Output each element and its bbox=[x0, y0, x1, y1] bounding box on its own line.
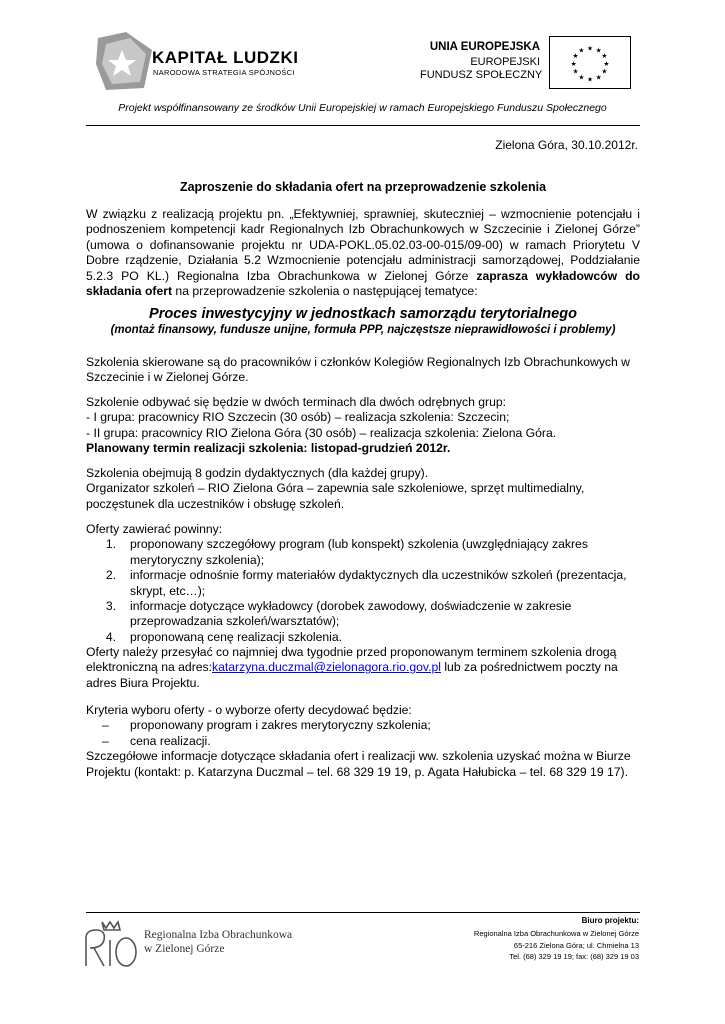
offer-item-text: proponowaną cenę realizacji szkolenia. bbox=[130, 629, 343, 644]
svg-text:★: ★ bbox=[570, 59, 577, 68]
audience-paragraph: Szkolenia skierowane są do pracowników i członków Kolegiów Regionalnych Izb Obrachunkowych w Szczecinie i w Zielonej Górze. bbox=[86, 355, 630, 385]
svg-text:★: ★ bbox=[586, 44, 594, 53]
hours-block bbox=[86, 466, 640, 512]
submission-paragraph bbox=[86, 645, 640, 691]
rio-logo-icon bbox=[80, 918, 142, 970]
svg-text:★: ★ bbox=[601, 67, 608, 76]
offer-item-text: informacje dotyczące wykładowcy (dorobek zawodowy, doświadczenie w zakresie przeprowadzania szkoleń/warsztatów); bbox=[130, 599, 572, 629]
offer-item-text: informacje odnośnie formy materiałów dydaktycznych dla uczestników szkoleń (prezentacja, skrypt, etc…); bbox=[130, 568, 627, 598]
criteria-item bbox=[86, 718, 640, 733]
groups-intro: Szkolenie odbywać się będzie w dwóch terminach dla dwóch odrębnych grup: bbox=[86, 395, 507, 409]
offer-item bbox=[86, 630, 640, 645]
intro-text: W związku z realizacją projektu pn. „Efektywniej, sprawniej, skuteczniej – wzmocnienie potencjału i podnoszeniem kompetencji kadr Regionalnych Izb Obrachunkowych w Szczecinie i Zielonej Górze” (umowa o dofinansowanie projektu nr UDA-POKL.05.02.03-00-015/09-00) w ramach Priorytetu V Dobre rządzenie, Działania 5.2 Wzmocnienie potencjału administracji samorządowej, Poddziałanie 5.2.3 PO KL.) Regionalna Izba Obrachunkowa w Zielonej Górze bbox=[86, 207, 640, 283]
intro-tail: na przeprowadzenie szkolenia o następującej tematyce: bbox=[172, 284, 478, 299]
criteria-block bbox=[86, 703, 640, 780]
offer-item-text: proponowany szczegółowy program (lub konspekt) szkolenia (uwzględniający zakres merytoryczny szkolenia); bbox=[130, 537, 588, 567]
offer-item bbox=[86, 537, 640, 568]
group-1: - I grupa: pracownicy RIO Szczecin (30 osób) – realizacja szkolenia: Szczecin; bbox=[86, 410, 510, 425]
dash-icon: – bbox=[102, 733, 109, 748]
kl-subtitle: NARODOWA STRATEGIA SPÓJNOŚCI bbox=[153, 68, 295, 77]
ue-line3: FUNDUSZ SPOŁECZNY bbox=[420, 69, 543, 81]
svg-text:★: ★ bbox=[578, 73, 585, 82]
offer-item-number: 4. bbox=[105, 629, 116, 644]
contact-paragraph: Szczegółowe informacje dotyczące składania ofert i realizacji ww. szkolenia uzyskać można w Biurze Projektu (kontakt: p. Katarzyna Duczmal – tel. 68 329 19 19, p. Agata Hałubicka – tel. 68 329 19 17). bbox=[86, 749, 631, 779]
hours-text: Szkolenia obejmują 8 godzin dydaktycznych (dla każdej grupy). bbox=[86, 466, 429, 480]
submission-before: Oferty należy przesyłać co najmniej dwa tygodnie przed proponowanym terminem szkolenia drogą elektroniczną na adres: bbox=[86, 645, 617, 675]
course-subtitle: (montaż finansowy, fundusze unijne, formuła PPP, najczęstsze nieprawidłowości i problemy) bbox=[110, 324, 616, 336]
svg-text:★: ★ bbox=[572, 67, 579, 76]
footer-divider bbox=[86, 912, 640, 913]
offers-block bbox=[86, 522, 640, 645]
submission-after: lub za pośrednictwem poczty na adres Biura Projektu. bbox=[86, 660, 618, 690]
offers-intro: Oferty zawierać powinny: bbox=[86, 522, 223, 536]
intro-paragraph bbox=[86, 207, 640, 299]
svg-text:★: ★ bbox=[572, 52, 579, 61]
svg-text:★: ★ bbox=[603, 59, 610, 68]
course-title: Proces inwestycyjny w jednostkach samorządu terytorialnego bbox=[149, 306, 577, 322]
groups-block bbox=[86, 395, 640, 457]
place-date: Zielona Góra, 30.10.2012r. bbox=[495, 138, 638, 152]
criteria-item-text: cena realizacji. bbox=[130, 733, 211, 748]
offer-item bbox=[86, 568, 640, 599]
offer-item-number: 2. bbox=[105, 568, 116, 583]
group-2: - II grupa: pracownicy RIO Zielona Góra (30 osób) – realizacja szkolenia: Zielona Góra. bbox=[86, 425, 557, 440]
eu-flag-icon bbox=[549, 36, 631, 89]
criteria-item-text: proponowany program i zakres merytoryczny szkolenia; bbox=[130, 718, 431, 733]
svg-text:★: ★ bbox=[586, 75, 594, 84]
rio-name-line2: w Zielonej Górze bbox=[144, 943, 225, 955]
svg-text:★: ★ bbox=[595, 73, 602, 82]
rio-name-line1: Regionalna Izba Obrachunkowa bbox=[144, 929, 293, 941]
email-link[interactable]: katarzyna.duczmal@zielonagora.rio.gov.pl bbox=[212, 660, 441, 675]
svg-text:★: ★ bbox=[595, 46, 602, 55]
planned-term: Planowany termin realizacji szkolenia: listopad-grudzień 2012r. bbox=[86, 441, 451, 456]
biuro-line1: Regionalna Izba Obrachunkowa w Zielonej Górze bbox=[473, 929, 639, 938]
biuro-line3: Tel. (68) 329 19 19; fax: (68) 329 19 03 bbox=[509, 952, 639, 961]
svg-text:★: ★ bbox=[601, 52, 608, 61]
header-divider bbox=[86, 125, 640, 126]
dash-icon: – bbox=[102, 718, 109, 733]
organizer-text: Organizator szkoleń – RIO Zielona Góra – zapewnia sale szkoleniowe, sprzęt multimedialny, poczęstunek dla uczestników i obsługę szkoleń. bbox=[86, 481, 585, 511]
document-title: Zaproszenie do składania ofert na przeprowadzenie szkolenia bbox=[179, 180, 547, 194]
offer-item bbox=[86, 599, 640, 630]
intro-bold: zaprasza wykładowców do składania ofert bbox=[86, 268, 640, 299]
ue-line2: EUROPEJSKI bbox=[470, 56, 540, 68]
offer-item-number: 3. bbox=[105, 599, 116, 614]
kl-title: KAPITAŁ LUDZKI bbox=[152, 48, 299, 67]
svg-text:★: ★ bbox=[578, 46, 585, 55]
offer-item-number: 1. bbox=[105, 537, 116, 552]
biuro-title: Biuro projektu: bbox=[581, 916, 639, 925]
cofinancing-note: Projekt współfinansowany ze środków Unii Europejskiej w ramach Europejskiego Funduszu Społecznego bbox=[118, 102, 607, 114]
criteria-item bbox=[86, 734, 640, 749]
ue-title: UNIA EUROPEJSKA bbox=[429, 41, 540, 53]
biuro-line2: 65-216 Zielona Góra; ul. Chmielna 13 bbox=[513, 941, 639, 950]
criteria-intro: Kryteria wyboru oferty - o wyborze oferty decydować będzie: bbox=[86, 703, 412, 717]
